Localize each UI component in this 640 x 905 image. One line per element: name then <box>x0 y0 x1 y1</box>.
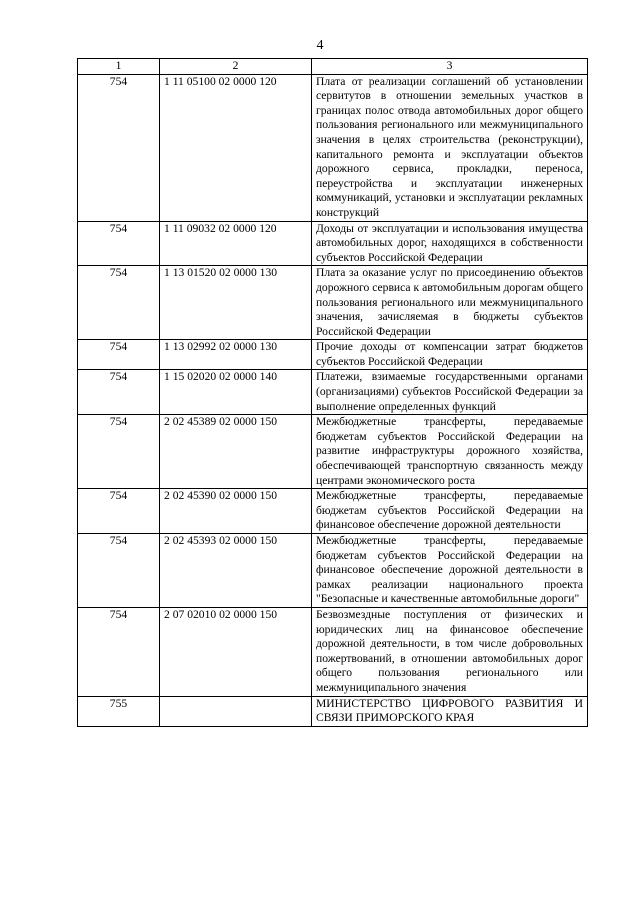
revenue-description-cell: Прочие доходы от компенсации затрат бюджетов субъектов Российской Федерации <box>312 340 588 370</box>
budget-code-cell <box>160 696 312 726</box>
table-row <box>78 74 588 221</box>
revenue-description-cell: Плата за оказание услуг по присоединению объектов дорожного сервиса к автомобильным дорогам общего пользования регионального или межмуниципального значения, зачисляемая в бюджеты субъектов Российской Федерации <box>312 266 588 340</box>
revenue-description-cell: Межбюджетные трансферты, передаваемые бюджетам субъектов Российской Федерации на развитие инфраструктуры дорожного хозяйства, обеспечивающей транспортную связанность между центрами экономического роста <box>312 415 588 489</box>
table-row <box>78 370 588 415</box>
budget-code-cell: 1 13 01520 02 0000 130 <box>160 266 312 340</box>
budget-code-cell: 1 15 02020 02 0000 140 <box>160 370 312 415</box>
ministry-name-cell: МИНИСТЕРСТВО ЦИФРОВОГО РАЗВИТИЯ И СВЯЗИ ПРИМОРСКОГО КРАЯ <box>312 696 588 726</box>
revenue-description-cell: Платежи, взимаемые государственными органами (организациями) субъектов Российской Федерации за выполнение определенных функций <box>312 370 588 415</box>
column-header-2: 2 <box>160 59 312 75</box>
column-header-1: 1 <box>78 59 160 75</box>
revenue-description-cell: Межбюджетные трансферты, передаваемые бюджетам субъектов Российской Федерации на финансовое обеспечение дорожной деятельности в рамках реализации национального проекта "Безопасные и качественные автомобильные дороги" <box>312 534 588 608</box>
budget-code-cell: 2 02 45389 02 0000 150 <box>160 415 312 489</box>
table-header-row <box>78 59 588 75</box>
revenue-description-cell: Плата от реализации соглашений об установлении сервитутов в отношении земельных участков в границах полос отвода автомобильных дорог общего пользования регионального или межмуниципального значения в целях строительства (реконструкции), капитального ремонта и эксплуатации объектов дорожного сервиса, прокладки, переноса, переустройства и эксплуатации инженерных коммуникаций, установки и эксплуатации рекламных конструкций <box>312 74 588 221</box>
budget-classification-table <box>77 58 588 727</box>
budget-code-cell: 2 02 45390 02 0000 150 <box>160 489 312 534</box>
table-row <box>78 534 588 608</box>
revenue-description-cell: Межбюджетные трансферты, передаваемые бюджетам субъектов Российской Федерации на финансовое обеспечение дорожной деятельности <box>312 489 588 534</box>
budget-code-cell: 1 11 05100 02 0000 120 <box>160 74 312 221</box>
admin-code-cell: 754 <box>78 221 160 266</box>
admin-code-cell: 755 <box>78 696 160 726</box>
admin-code-cell: 754 <box>78 534 160 608</box>
table-row <box>78 696 588 726</box>
budget-code-cell: 1 13 02992 02 0000 130 <box>160 340 312 370</box>
column-header-3: 3 <box>312 59 588 75</box>
table-row <box>78 489 588 534</box>
table-row <box>78 415 588 489</box>
admin-code-cell: 754 <box>78 340 160 370</box>
page-number: 4 <box>316 38 324 53</box>
budget-code-cell: 2 07 02010 02 0000 150 <box>160 607 312 696</box>
table-row <box>78 221 588 266</box>
revenue-description-cell: Доходы от эксплуатации и использования имущества автомобильных дорог, находящихся в собственности субъектов Российской Федерации <box>312 221 588 266</box>
budget-code-cell: 1 11 09032 02 0000 120 <box>160 221 312 266</box>
admin-code-cell: 754 <box>78 370 160 415</box>
admin-code-cell: 754 <box>78 415 160 489</box>
table-row <box>78 340 588 370</box>
table-row <box>78 607 588 696</box>
admin-code-cell: 754 <box>78 266 160 340</box>
admin-code-cell: 754 <box>78 74 160 221</box>
admin-code-cell: 754 <box>78 607 160 696</box>
admin-code-cell: 754 <box>78 489 160 534</box>
budget-code-cell: 2 02 45393 02 0000 150 <box>160 534 312 608</box>
revenue-description-cell: Безвозмездные поступления от физических и юридических лиц на финансовое обеспечение дорожной деятельности, в том числе добровольных пожертвований, в отношении автомобильных дорог общего пользования регионального или межмуниципального значения <box>312 607 588 696</box>
table-row <box>78 266 588 340</box>
